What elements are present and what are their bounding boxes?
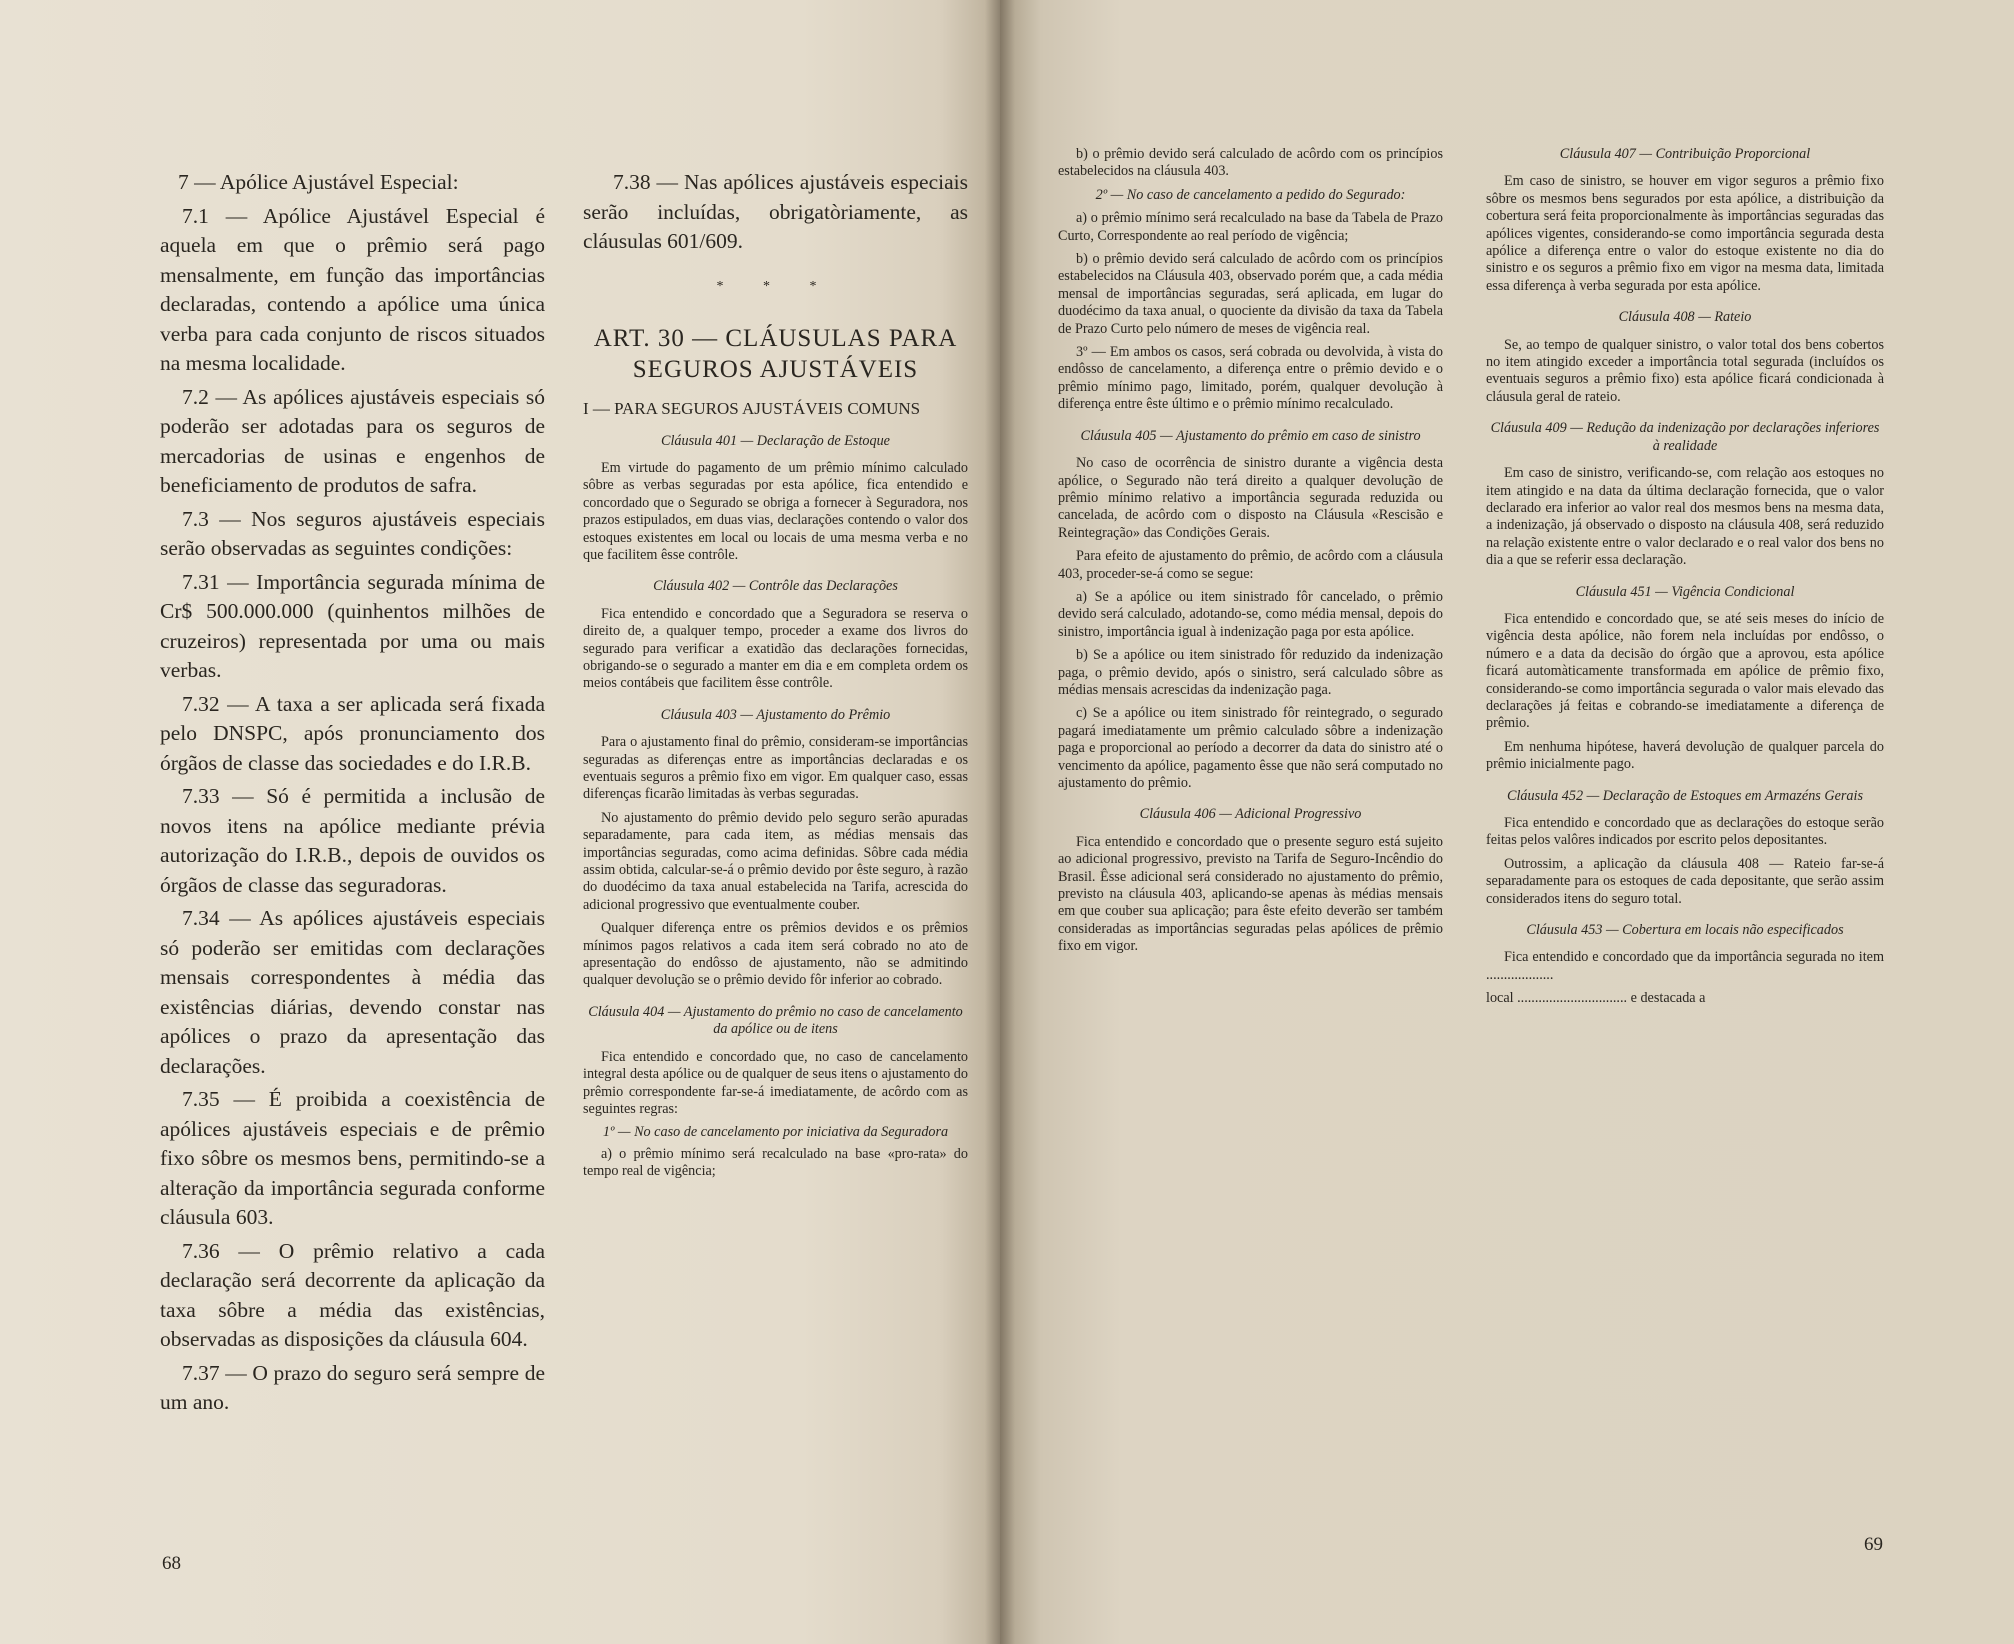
clause-453-title: Cláusula 453 — Cobertura em locais não especificados	[1526, 922, 1844, 939]
paragraph-7-35: 7.35 — É proibida a coexistência de apólices ajustáveis especiais e de prêmio fixo sôbre os mesmos bens, permitindo-se a alteração da importância segurada conforme cláusula 603.	[160, 1087, 545, 1229]
clause-405-title: Cláusula 405 — Ajustamento do prêmio em caso de sinistro	[1080, 427, 1421, 444]
clause-404-rule-1-b: b) o prêmio devido será calculado de acôrdo com os princípios estabelecidos na cláusula 403.	[1058, 146, 1443, 180]
clause-452-title: Cláusula 452 — Declaração de Estoques em Armazéns Gerais	[1507, 787, 1863, 804]
clause-451-paragraph-1: Fica entendido e concordado que, se até seis meses do início de vigência desta apólice, não forem nela incluídas por endôsso, o número e a data da decisão do órgão que a aprovou, esta apólice ficará automàticamente transformada em apólice de prêmio fixo, considerando-se como importância segurada o valor mais elevado das declarações já feitas e cobrando-se imediatamente a diferença de prêmio.	[1486, 610, 1884, 732]
clause-403-paragraph-2: No ajustamento do prêmio devido pelo seguro serão apuradas separadamente, para cada item, as médias mensais das importâncias seguradas, como acima definidas. Sôbre cada média assim obtida, calcular-se-á o prêmio devido por êste seguro, à razão do duodécimo da taxa anual estabelecida na Tarifa, acrescida do adicional progressivo que eventualmente couber.	[583, 809, 968, 913]
clause-405-paragraph-2: Para efeito de ajustamento do prêmio, de acôrdo com a cláusula 403, proceder-se-á como se segue:	[1058, 548, 1443, 582]
clause-405-item-a: a) Se a apólice ou item sinistrado fôr cancelado, o prêmio devido será calculado, adotando-se, como média mensal, depois do sinistro, importância igual à indenização paga por esta apólice.	[1058, 588, 1443, 640]
clause-452-paragraph-1: Fica entendido e concordado que as declarações do estoque serão feitas pelos valôres indicados por escrito pelos depositantes.	[1486, 815, 1884, 849]
left-column-1	[160, 168, 545, 1422]
article-title	[583, 323, 968, 385]
clause-408-paragraph-1: Se, ao tempo de qualquer sinistro, o valor total dos bens cobertos no item atingido exceder a importância total segurada (incluídos os eventuais seguros a prêmio fixo) esta apólice ficará condicionada à cláusula geral de rateio.	[1486, 336, 1884, 405]
clause-404-rule-1-a: a) o prêmio mínimo será recalculado na base «pro-rata» do tempo real de vigência;	[583, 1145, 968, 1180]
clause-453-paragraph-1: Fica entendido e concordado que da importância segurada no item ...................	[1486, 949, 1884, 983]
clause-405-item-c: c) Se a apólice ou item sinistrado fôr reintegrado, o segurado pagará imediatamente um prêmio calculado sôbre a indenização paga e proporcional ao período a decorrer da data do sinistro até o vencimento da apólice, pagamento êsse que não será computado no ajustamento do prêmio.	[1058, 705, 1443, 791]
clause-451-paragraph-2: Em nenhuma hipótese, haverá devolução de qualquer parcela do prêmio inicialmente pago.	[1486, 738, 1884, 773]
clause-405-paragraph-1: No caso de ocorrência de sinistro durante a vigência desta apólice, o Segurado não terá direito a qualquer devolução de prêmio mínimo relativo a importância segurada reduzida ou cancelada, de acôrdo com o disposto na Cláusula «Rescisão e Reintegração» das Condições Gerais.	[1058, 455, 1443, 541]
paragraph-7-36: 7.36 — O prêmio relativo a cada declaração será decorrente da aplicação da taxa sôbre a média das existências, observadas as disposições da cláusula 604.	[160, 1238, 545, 1351]
paragraph-7-33: 7.33 — Só é permitida a inclusão de novos itens na apólice mediante prévia autorização do I.R.B., depois de ouvidos os órgãos de classe das seguradoras.	[160, 784, 545, 897]
page-number-left: 68	[162, 1553, 181, 1574]
clause-402-text: Fica entendido e concordado que a Seguradora se reserva o direito de, a qualquer tempo, proceder a exame dos livros do segurado para verificar a exatidão das declarações fornecidas, obrigando-se o segurado a manter em dia e em completa ordem os meios contábeis que facilitem êsse contrôle.	[583, 605, 968, 692]
clause-451-title: Cláusula 451 — Vigência Condicional	[1575, 583, 1795, 600]
section-separator: * * *	[716, 278, 835, 294]
paragraph-7-3: 7.3 — Nos seguros ajustáveis especiais serão observadas as seguintes condições:	[160, 506, 545, 560]
clause-404-title: Cláusula 404 — Ajustamento do prêmio no caso de cancelamento da apólice ou de itens	[588, 1003, 963, 1038]
clause-452-paragraph-2: Outrossim, a aplicação da cláusula 408 — Rateio far-se-á separadamente para os estoques de cada depositante, que serão assim considerados itens do seguro total.	[1486, 855, 1884, 907]
left-page	[0, 0, 1000, 1644]
clause-405-item-b: b) Se a apólice ou item sinistrado fôr reduzido da indenização paga, o prêmio devido, após o sinistro, será calculado sôbre as médias mensais acrescidas da indenização paga.	[1058, 647, 1443, 698]
right-column-2	[1486, 146, 1884, 1014]
clause-403-title: Cláusula 403 — Ajustamento do Prêmio	[660, 706, 891, 723]
article-title-line-1: ART. 30 — CLÁUSULAS PARA	[593, 324, 958, 352]
clause-403-paragraph-3: Qualquer diferença entre os prêmios devidos e os prêmios mínimos pagos relativos a cada item será cobrado no ato de apresentação do endôsso de ajustamento, não se admitindo qualquer devolução se o prêmio devido fôr inferior ao cobrado.	[583, 920, 968, 989]
clause-401-text: Em virtude do pagamento de um prêmio mínimo calculado sôbre as verbas seguradas por esta apólice, fica entendido e concordado que o Segurado se obriga a fornecer à Seguradora, nos prazos estipulados, em duas vias, declarações contendo o valor dos estoques existentes em local ou locais de uma mesma verba e no que facilitem êsse contrôle.	[583, 459, 968, 563]
right-page	[1000, 0, 2014, 1644]
clause-409-title: Cláusula 409 — Redução da indenização por declarações inferiores à realidade	[1490, 420, 1880, 454]
paragraph-7-38: 7.38 — Nas apólices ajustáveis especiais serão incluídas, obrigatòriamente, as cláusulas 601/609.	[583, 170, 968, 253]
clause-404-rule-1-title: 1º — No caso de cancelamento por iniciativa da Seguradora	[602, 1124, 949, 1141]
clause-404-rule-2-b: b) o prêmio devido será calculado de acôrdo com os princípios estabelecidos na Cláusula 403, observado porém que, a cada média mensal de importâncias seguradas, será aplicada, em lugar do duodécimo da taxa anual, o quociente da divisão da taxa da Tabela de Prazo Curto pelo número de meses de vigência real.	[1058, 251, 1443, 337]
book-gutter	[985, 0, 1015, 1644]
clause-404-paragraph-1: Fica entendido e concordado que, no caso de cancelamento integral desta apólice ou de qualquer de seus itens o ajustamento do prêmio correspondente far-se-á imediatamente, de acôrdo com as seguintes regras:	[583, 1048, 968, 1117]
clause-408-title: Cláusula 408 — Rateio	[1618, 309, 1752, 326]
paragraph-7-1: 7.1 — Apólice Ajustável Especial é aquela em que o prêmio será pago mensalmente, em função das importâncias declaradas, contendo a apólice uma única verba para cada conjunto de riscos situados na mesma localidade.	[160, 203, 545, 375]
right-column-1	[1058, 146, 1443, 962]
clause-404-rule-2-a: a) o prêmio mínimo será recalculado na base da Tabela de Prazo Curto, Correspondente ao real período de vigência;	[1058, 210, 1443, 244]
clause-401-title: Cláusula 401 — Declaração de Estoque	[661, 432, 890, 449]
left-column-2	[583, 168, 968, 1187]
paragraph-7: 7 — Apólice Ajustável Especial:	[178, 170, 459, 194]
clause-402-title: Cláusula 402 — Contrôle das Declarações	[653, 578, 898, 595]
paragraph-7-31: 7.31 — Importância segurada mínima de Cr$ 500.000.000 (quinhentos milhões de cruzeiros) representada por uma ou mais verbas.	[160, 569, 545, 682]
clause-406-title: Cláusula 406 — Adicional Progressivo	[1139, 806, 1362, 823]
clause-403-paragraph-1: Para o ajustamento final do prêmio, consideram-se importâncias seguradas as diferenças entre as importâncias declaradas e os eventuais seguros a prêmio fixo em vigor. Em qualquer caso, essas diferenças ficarão limitadas às verbas seguradas.	[583, 734, 968, 803]
section-subtitle: I — PARA SEGUROS AJUSTÁVEIS COMUNS	[583, 398, 921, 418]
page-number-right: 69	[1864, 1534, 1883, 1555]
clause-453-paragraph-2: local ............................... e destacada a	[1486, 990, 1706, 1007]
clause-406-paragraph-1: Fica entendido e concordado que o presente seguro está sujeito ao adicional progressivo, previsto na Tarifa de Seguro-Incêndio do Brasil. Êsse adicional será considerado no ajustamento do prêmio, previsto na cláusula 403, aplicando-se apenas às médias mensais em que couber sua aplicação; para êste efeito deverão ser também consideradas as importâncias seguradas pelas apólices de prêmio fixo em vigor.	[1058, 833, 1443, 955]
clause-407-title: Cláusula 407 — Contribuição Proporcional	[1559, 146, 1811, 162]
paragraph-7-32: 7.32 — A taxa a ser aplicada será fixada pelo DNSPC, após pronunciamento dos órgãos de classe das sociedades e do I.R.B.	[160, 691, 545, 775]
clause-409-paragraph-1: Em caso de sinistro, verificando-se, com relação aos estoques no item atingido e na data da última declaração fornecida, que o valor declarado era inferior ao valor real dos mesmos bens na mesma data, a indenização, já observado o disposto na cláusula 408, será reduzido na relação existente entre o valor declarado e o real valor dos bens no dia a que se referir essa declaração.	[1486, 465, 1884, 569]
paragraph-7-37: 7.37 — O prazo do seguro será sempre de um ano.	[160, 1360, 545, 1414]
article-title-line-2: SEGUROS AJUSTÁVEIS	[632, 355, 919, 383]
paragraph-7-34: 7.34 — As apólices ajustáveis especiais só poderão ser emitidas com declarações mensais correspondentes à média das existências diárias, devendo constar nas apólices o prazo da apresentação das declarações.	[160, 906, 545, 1078]
paragraph-7-2: 7.2 — As apólices ajustáveis especiais só poderão ser adotadas para os seguros de mercadorias de usinas e engenhos de beneficiamento de produtos de safra.	[160, 384, 545, 497]
clause-404-rule-2-title: 2º — No caso de cancelamento a pedido do Segurado:	[1095, 186, 1406, 203]
clause-407-paragraph-1: Em caso de sinistro, se houver em vigor seguros a prêmio fixo sôbre os mesmos bens segurados por esta apólice, a distribuição da cobertura será feita proporcionalmente às importâncias seguradas das apólices vigentes, considerando-se como importância segurada desta apólice a diferença entre o valor do estoque existente no dia do sinistro e os seguros a prêmio fixo em vigor na mesma data, limitada essa diferença à verba segurada por esta apólice.	[1486, 173, 1884, 294]
clause-404-rule-3: 3º — Em ambos os casos, será cobrada ou devolvida, à vista do endôsso de cancelamento, a diferença entre o prêmio devido e o prêmio mínimo pago, limitado, porém, qualquer devolução à diferença entre êste último e o prêmio mínimo recalculado.	[1058, 344, 1443, 413]
